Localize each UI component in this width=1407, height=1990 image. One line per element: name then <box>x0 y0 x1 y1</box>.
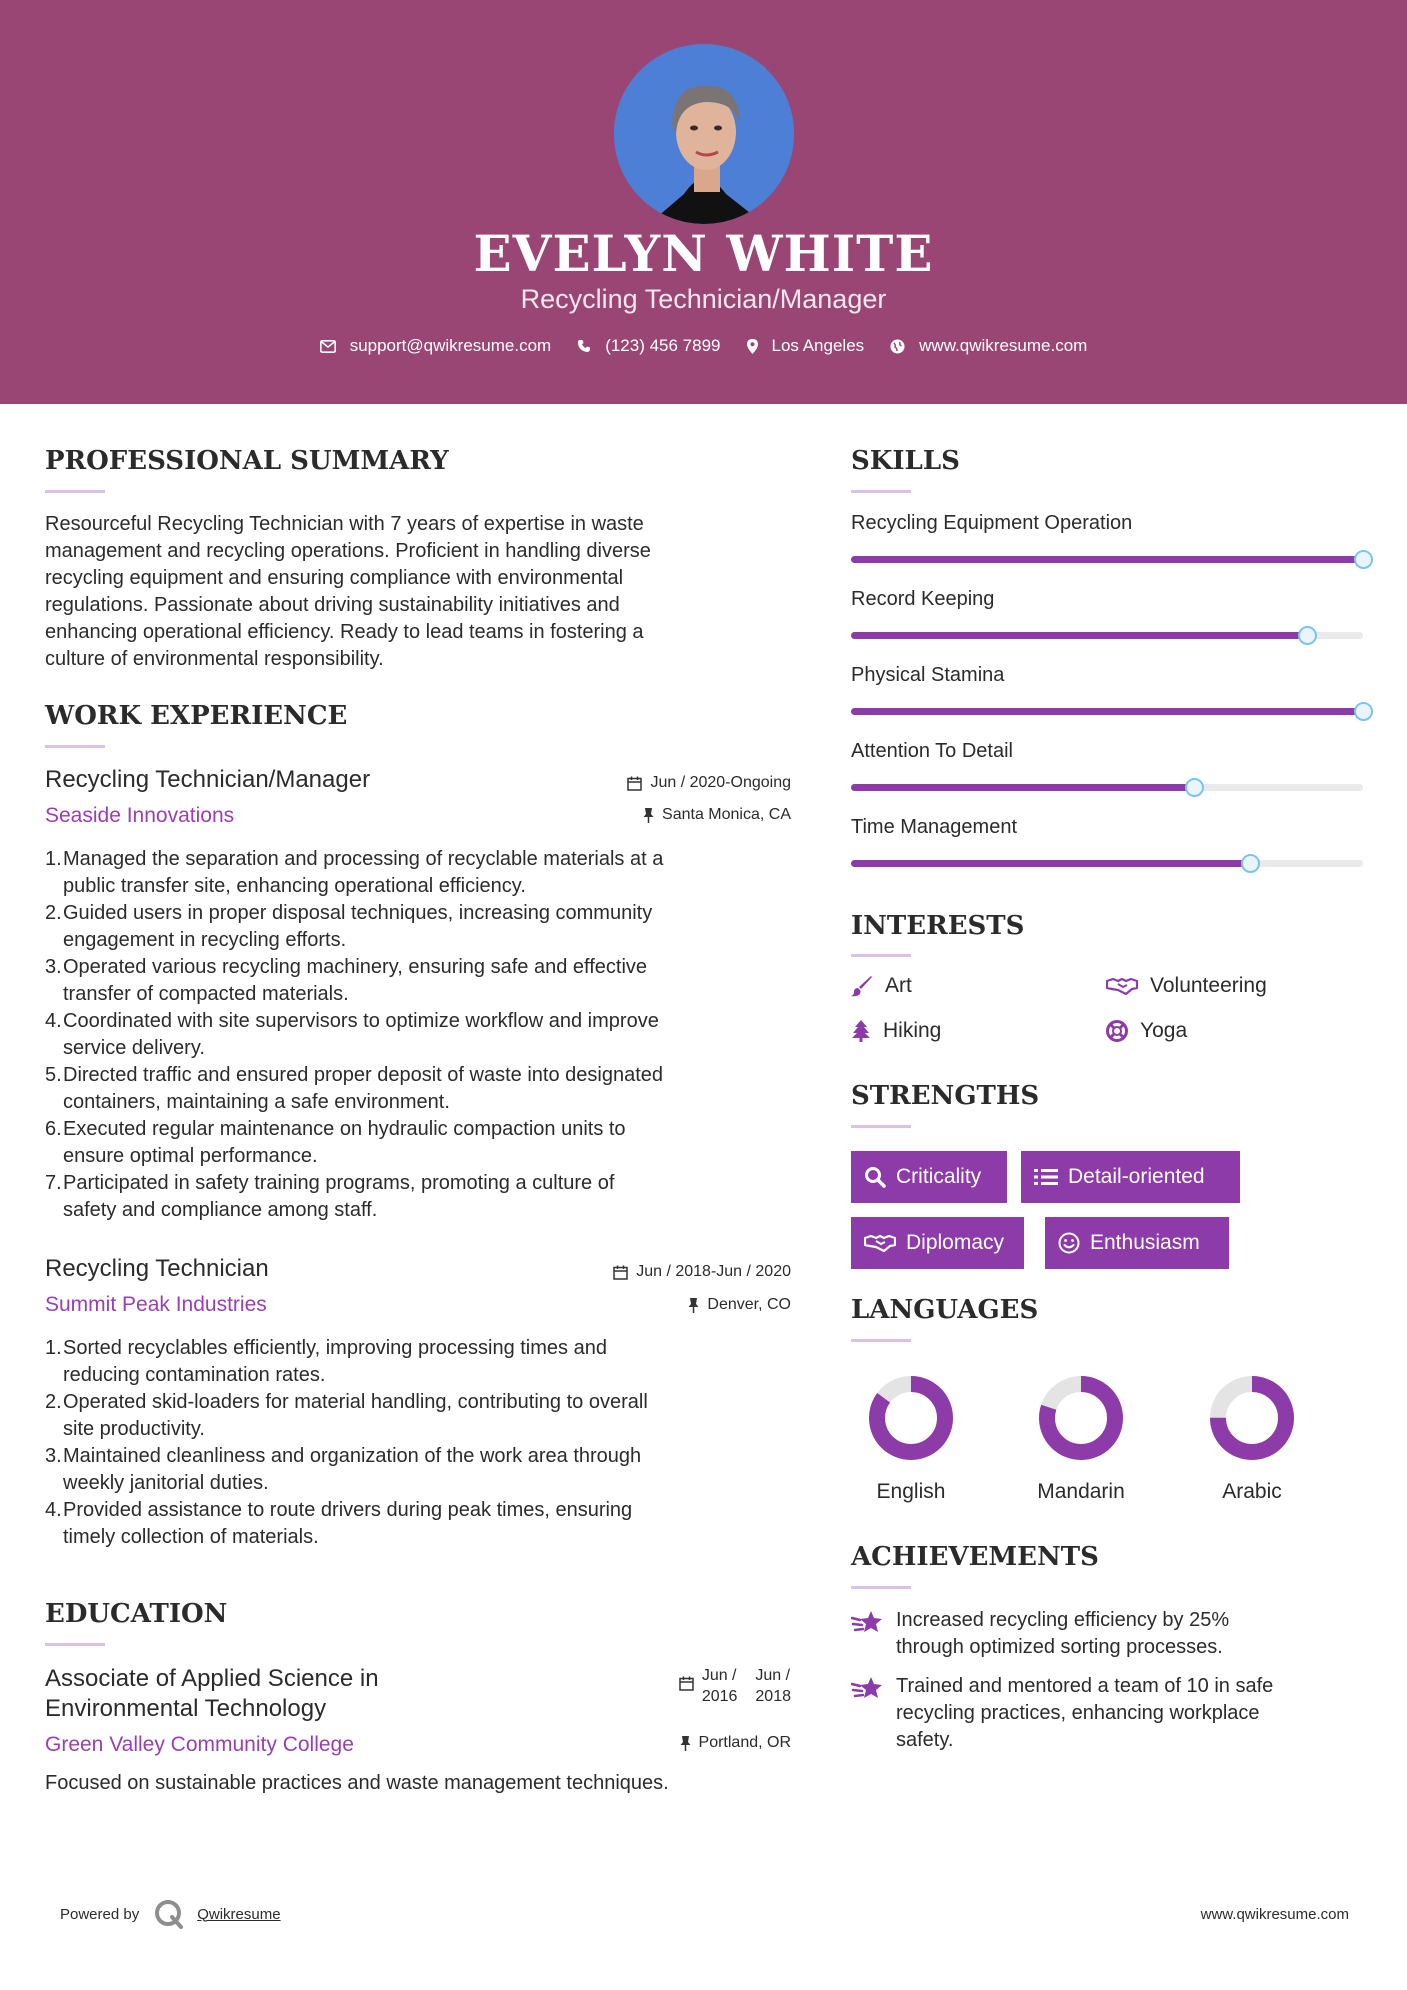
contact-phone[interactable] <box>577 336 720 356</box>
contact-bar <box>0 336 1407 356</box>
job-company: Summit Peak Industries <box>45 1293 267 1316</box>
skill-bar-knob <box>1354 702 1373 721</box>
language-label: Mandarin <box>1037 1480 1125 1503</box>
interests-heading: INTERESTS <box>851 911 1025 941</box>
skills-underline <box>851 490 911 493</box>
skill-bar <box>851 708 1363 715</box>
degree-line: Associate of Applied Science in <box>45 1665 379 1692</box>
experience-underline <box>45 745 105 748</box>
experience-heading: WORK EXPERIENCE <box>45 701 348 731</box>
skill-bar-fill <box>851 632 1307 639</box>
footer-powered-by <box>60 1898 281 1930</box>
summary-text <box>45 511 651 673</box>
skill-bar <box>851 632 1363 639</box>
pushpin-icon <box>643 808 654 823</box>
summary-line: culture of environmental responsibility. <box>45 648 384 670</box>
summary-line: Resourceful Recycling Technician with 7 years of expertise in waste <box>45 513 644 535</box>
list-item: 6. Executed regular maintenance on hydraulic compaction units to ensure optimal performance. <box>45 1118 626 1167</box>
pushpin-icon <box>688 1298 699 1313</box>
pushpin-icon <box>680 1736 691 1751</box>
strength-label: Enthusiasm <box>1090 1231 1200 1254</box>
skill-label: Time Management <box>851 816 1017 838</box>
skill-bar <box>851 860 1363 867</box>
job-date <box>627 774 791 792</box>
phone-text: (123) 456 7899 <box>605 336 721 355</box>
interests-underline <box>851 954 911 957</box>
candidate-title: Recycling Technician/Manager <box>520 284 887 314</box>
list-item: 5. Directed traffic and ensured proper deposit of waste into designated containers, maintaining a safe environment. <box>45 1064 663 1113</box>
job-date <box>613 1263 791 1281</box>
interest-art <box>851 974 912 998</box>
skill-label: Attention To Detail <box>851 740 1013 762</box>
skill-bar-fill <box>851 556 1363 563</box>
interest-label: Volunteering <box>1150 974 1267 997</box>
skill-bar <box>851 556 1363 563</box>
powered-by-label: Powered by <box>60 1905 140 1923</box>
degree-line: Environmental Technology <box>45 1695 327 1722</box>
map-pin-icon <box>747 339 758 354</box>
strength-label: Criticality <box>896 1165 982 1188</box>
education-dates <box>679 1665 791 1707</box>
skill-bar-knob <box>1354 550 1373 569</box>
smile-icon <box>1058 1232 1080 1254</box>
calendar-icon <box>679 1676 694 1691</box>
languages-heading: LANGUAGES <box>851 1295 1039 1325</box>
globe-icon <box>890 339 905 354</box>
education-end: Jun / 2018 <box>755 1667 791 1705</box>
phone-icon <box>577 339 591 353</box>
skill-label: Physical Stamina <box>851 664 1005 686</box>
job-company: Seaside Innovations <box>45 804 235 827</box>
list-item: 1. Sorted recyclables efficiently, improving processing times and reducing contamination rates. <box>45 1337 607 1386</box>
education-description: Focused on sustainable practices and waste management techniques. <box>45 1772 669 1794</box>
interest-label: Hiking <box>883 1019 942 1042</box>
summary-line: regulations. Passionate about driving sustainability initiatives and <box>45 594 620 616</box>
skill-bar-fill <box>851 784 1194 791</box>
list-item: 3. Operated various recycling machinery, ensuring safe and effective transfer of compacted materials. <box>45 956 648 1005</box>
summary-line: management and recycling operations. Proficient in handling diverse <box>45 540 651 562</box>
job-title: Recycling Technician/Manager <box>45 766 371 793</box>
languages-underline <box>851 1339 911 1342</box>
skill-bar-fill <box>851 860 1250 867</box>
language-donut <box>1202 1368 1302 1468</box>
handshake-icon <box>864 1233 896 1253</box>
achievements-underline <box>851 1586 911 1589</box>
envelope-icon <box>320 340 336 353</box>
skill-bar-knob <box>1185 778 1204 797</box>
list-item: 4. Coordinated with site supervisors to optimize workflow and improve service delivery. <box>45 1010 659 1059</box>
location-text: Los Angeles <box>771 336 865 355</box>
job-location <box>643 806 791 824</box>
skill-bar-fill <box>851 708 1363 715</box>
calendar-icon <box>613 1265 628 1280</box>
job-location-text: Denver, CO <box>707 1296 791 1313</box>
skill-bar <box>851 784 1363 791</box>
list-item: 4. Provided assistance to route drivers during peak times, ensuring timely collection of materials. <box>45 1499 633 1548</box>
job-title: Recycling Technician <box>45 1255 269 1282</box>
contact-email[interactable] <box>320 336 552 356</box>
interest-hiking <box>851 1019 941 1043</box>
job-date-text: Jun / 2020-Ongoing <box>650 774 791 791</box>
list-item: 2. Operated skid-loaders for material handling, contributing to overall site productivity. <box>45 1391 648 1440</box>
email-text: support@qwikresume.com <box>349 336 552 355</box>
language-label: English <box>876 1480 946 1503</box>
qwikresume-logo-icon <box>153 1898 185 1930</box>
contact-location <box>747 336 865 356</box>
summary-line: recycling equipment and ensuring compliance with environmental <box>45 567 624 589</box>
calendar-icon <box>627 776 642 791</box>
strength-label: Detail-oriented <box>1068 1165 1205 1188</box>
job-date-text: Jun / 2018-Jun / 2020 <box>636 1263 791 1280</box>
education-start: Jun / 2016 <box>701 1667 738 1705</box>
paintbrush-icon <box>851 975 873 997</box>
language-label: Arabic <box>1222 1480 1282 1503</box>
education-location-text: Portland, OR <box>698 1734 791 1751</box>
skill-label: Record Keeping <box>851 588 995 610</box>
shooting-star-icon <box>851 1675 884 1701</box>
degree-title <box>45 1664 379 1724</box>
footer-website[interactable]: www.qwikresume.com <box>1200 1906 1349 1923</box>
school-name: Green Valley Community College <box>45 1733 354 1756</box>
list-icon <box>1034 1167 1058 1187</box>
tree-icon <box>851 1020 871 1042</box>
language-donut <box>1031 1368 1131 1468</box>
achievement-item <box>851 1607 1229 1661</box>
interest-label: Yoga <box>1140 1019 1188 1042</box>
website-text: www.qwikresume.com <box>919 336 1088 355</box>
strength-chip-enthusiasm <box>1045 1217 1229 1269</box>
achievement-text: Increased recycling efficiency by 25% through optimized sorting processes. <box>896 1609 1230 1658</box>
list-item: 3. Maintained cleanliness and organization of the work area through weekly janitorial duties. <box>45 1445 642 1494</box>
strength-label: Diplomacy <box>906 1231 1005 1254</box>
search-icon <box>864 1166 886 1188</box>
candidate-name: EVELYN WHITE <box>473 224 934 283</box>
language-donut <box>861 1368 961 1468</box>
strengths-heading: STRENGTHS <box>851 1081 1040 1111</box>
lifering-icon <box>1106 1020 1128 1042</box>
list-item: 7. Participated in safety training programs, promoting a culture of safety and compliance among staff. <box>45 1172 615 1221</box>
strength-chip-diplomacy <box>851 1217 1024 1269</box>
skill-label: Recycling Equipment Operation <box>851 512 1133 534</box>
education-location <box>680 1734 791 1752</box>
interest-label: Art <box>885 974 912 997</box>
contact-website[interactable] <box>890 336 1087 356</box>
interest-yoga <box>1106 1019 1187 1043</box>
job-duties-list <box>45 846 663 1224</box>
summary-heading: PROFESSIONAL SUMMARY <box>45 446 449 476</box>
qwikresume-link[interactable]: Qwikresume <box>197 1905 281 1923</box>
strengths-underline <box>851 1125 911 1128</box>
resume-header <box>0 0 1407 404</box>
skill-bar-knob <box>1298 626 1317 645</box>
job-location <box>688 1296 791 1314</box>
summary-line: enhancing operational efficiency. Ready to lead teams in fostering a <box>45 621 644 643</box>
achievements-heading: ACHIEVEMENTS <box>851 1542 1099 1572</box>
interest-volunteering <box>1106 974 1267 998</box>
job-location-text: Santa Monica, CA <box>662 806 791 823</box>
skill-bar-knob <box>1241 854 1260 873</box>
strength-chip-detail-oriented <box>1021 1151 1240 1203</box>
education-heading: EDUCATION <box>45 1599 228 1629</box>
profile-photo <box>614 44 794 224</box>
job-duties-list <box>45 1335 648 1551</box>
list-item: 1. Managed the separation and processing of recyclable materials at a public transfer site, enhancing operational efficiency. <box>45 848 664 897</box>
strength-chip-criticality <box>851 1151 1007 1203</box>
summary-underline <box>45 490 105 493</box>
achievement-item <box>851 1673 1273 1754</box>
achievement-text: Trained and mentored a team of 10 in safe recycling practices, enhancing workplace safety. <box>896 1675 1274 1751</box>
skills-heading: SKILLS <box>851 446 960 476</box>
shooting-star-icon <box>851 1609 884 1635</box>
list-item: 2. Guided users in proper disposal techniques, increasing community engagement in recycling efforts. <box>45 902 653 951</box>
handshake-icon <box>1106 976 1138 996</box>
education-underline <box>45 1643 105 1646</box>
